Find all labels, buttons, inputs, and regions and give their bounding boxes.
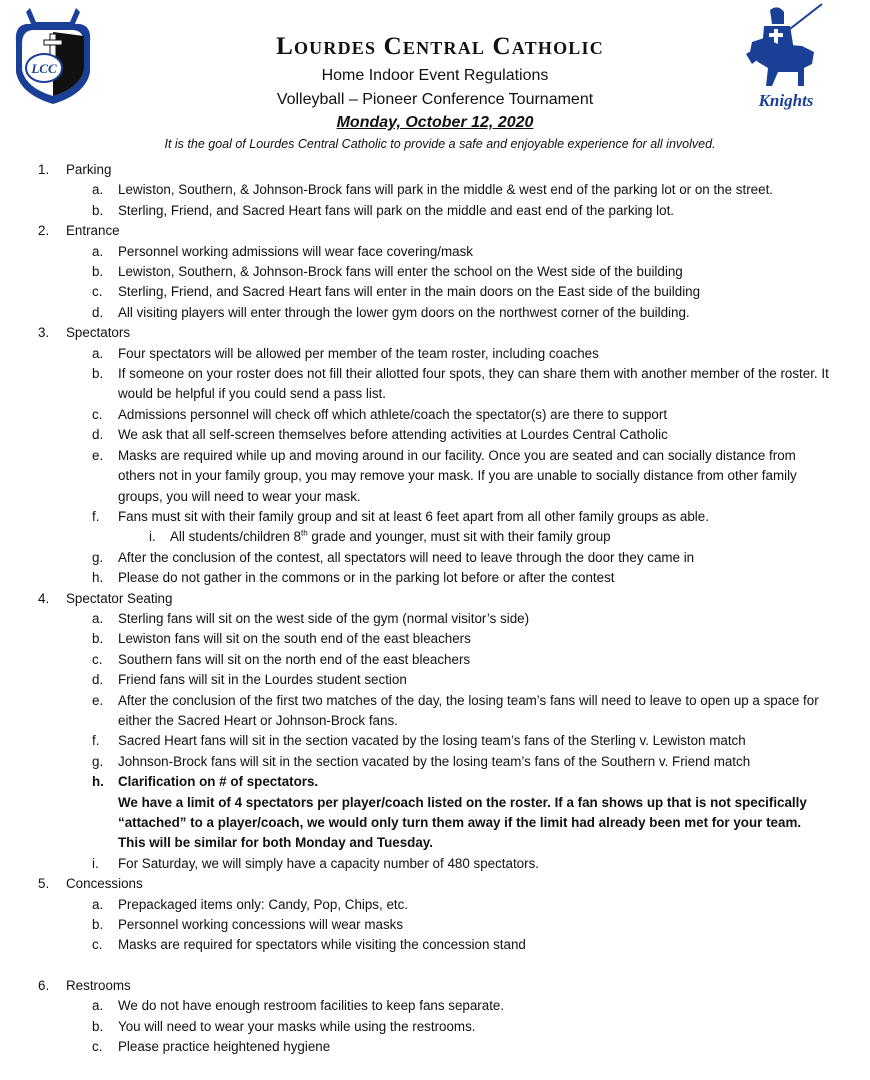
- list-item: [0, 1037, 870, 1057]
- item-letter: d.: [92, 427, 104, 443]
- list-item: [0, 731, 870, 751]
- list-item: [0, 1017, 870, 1037]
- item-letter: e.: [92, 447, 104, 463]
- item-text: After the conclusion of the first two matches of the day, the losing team’s fans will need to leave to open up a space for either the Sacred Heart or Johnson-Brock fans.: [118, 692, 819, 728]
- list-item: [0, 180, 870, 200]
- item-text: Sterling fans will sit on the west side of the gym (normal visitor’s side): [118, 610, 530, 626]
- list-item: [0, 425, 870, 445]
- item-letter: g.: [92, 753, 104, 769]
- item-text: Please do not gather in the commons or in the parking lot before or after the contest: [118, 570, 615, 586]
- item-letter: b.: [92, 264, 104, 280]
- section-title: Entrance: [66, 223, 120, 239]
- list-item: [0, 670, 870, 690]
- section-concessions: [0, 874, 870, 894]
- school-name: Lourdes Central Catholic: [276, 33, 604, 60]
- item-letter: a.: [92, 610, 104, 626]
- regulations-list: [0, 160, 870, 1057]
- list-item: [0, 935, 870, 955]
- section-title: Concessions: [66, 876, 143, 892]
- lcc-logo-text: LCC: [31, 61, 57, 76]
- item-letter: d.: [92, 672, 104, 688]
- item-text: Lewiston, Southern, & Johnson-Brock fans will enter the school on the West side of the building: [118, 264, 683, 280]
- item-letter: c.: [92, 1039, 103, 1055]
- item-text: Southern fans will sit on the north end of the east bleachers: [118, 651, 471, 667]
- item-letter: c.: [92, 406, 103, 422]
- item-letter: d.: [92, 304, 104, 320]
- item-letter: a.: [92, 896, 104, 912]
- item-letter: a.: [92, 182, 104, 198]
- section-restrooms: [0, 976, 870, 996]
- item-letter: a.: [92, 998, 104, 1014]
- list-item: [0, 548, 870, 568]
- section-title: Spectator Seating: [66, 590, 173, 606]
- item-text: Masks are required for spectators while visiting the concession stand: [118, 937, 526, 953]
- list-item: [0, 282, 870, 302]
- section-number: 4.: [38, 590, 50, 606]
- item-letter: c.: [92, 937, 103, 953]
- list-item: [0, 568, 870, 588]
- clarification-heading: [0, 772, 870, 792]
- item-letter: h.: [92, 570, 104, 586]
- sub-item-number: i.: [149, 529, 156, 545]
- list-item: [0, 242, 870, 262]
- list-item: [0, 364, 870, 405]
- item-letter: e.: [92, 692, 104, 708]
- item-letter: b.: [92, 202, 104, 218]
- section-title: Parking: [66, 162, 112, 177]
- item-letter: h.: [92, 774, 104, 790]
- ordinal-suffix: th: [301, 528, 308, 538]
- list-item: [0, 996, 870, 1016]
- item-text: Admissions personnel will check off which athlete/coach the spectator(s) are there to support: [118, 406, 668, 422]
- item-letter: b.: [92, 1018, 104, 1034]
- item-text: Lewiston fans will sit on the south end of the east bleachers: [118, 631, 471, 647]
- section-entrance: [0, 221, 870, 241]
- item-text: Four spectators will be allowed per member of the team roster, including coaches: [118, 345, 599, 361]
- item-text: If someone on your roster does not fill their allotted four spots, they can share them with another member of the roster. It would be helpful if you could send a pass list.: [118, 366, 829, 402]
- list-item: [0, 446, 870, 507]
- section-spectator-seating: [0, 589, 870, 609]
- list-item: [0, 262, 870, 282]
- section-spectators: [0, 323, 870, 343]
- list-item: [0, 752, 870, 772]
- sub-item-text-cont: grade and younger, must sit with their family group: [307, 529, 611, 545]
- item-letter: f.: [92, 733, 100, 749]
- item-letter: f.: [92, 508, 100, 524]
- list-item: [0, 691, 870, 732]
- item-letter: a.: [92, 345, 104, 361]
- tournament-line: Volleyball – Pioneer Conference Tournament: [276, 91, 594, 108]
- item-text: Personnel working admissions will wear face covering/mask: [118, 243, 473, 259]
- item-text: Sterling, Friend, and Sacred Heart fans will park on the middle and east end of the parking lot.: [118, 202, 675, 218]
- document-header: [0, 30, 870, 154]
- sub-list-item: [0, 527, 870, 547]
- section-number: 5.: [38, 876, 50, 892]
- clarification-text: We have a limit of 4 spectators per player/coach listed on the roster. If a fan shows up that is not specifically “attached” to a player/coach, we would only turn them away if the limit had already been met for your team. This will be similar for both Monday and Tuesday.: [118, 794, 807, 851]
- item-text: All visiting players will enter through the lower gym doors on the northwest corner of the building.: [118, 304, 690, 320]
- knights-logo-text: Knights: [758, 91, 814, 110]
- section-number: 2.: [38, 223, 50, 239]
- item-text: After the conclusion of the contest, all spectators will need to leave through the door they came in: [118, 549, 695, 565]
- item-text: Personnel working concessions will wear masks: [118, 917, 404, 933]
- item-letter: a.: [92, 243, 104, 259]
- item-letter: c.: [92, 284, 103, 300]
- list-item: [0, 629, 870, 649]
- item-text: Prepackaged items only: Candy, Pop, Chips, etc.: [118, 896, 409, 912]
- item-text: Fans must sit with their family group and sit at least 6 feet apart from all other family groups as able.: [118, 508, 709, 524]
- spacer: [0, 956, 870, 976]
- list-item: [0, 895, 870, 915]
- item-text: Sacred Heart fans will sit in the section vacated by the losing team’s fans of the Sterling v. Lewiston match: [118, 733, 746, 749]
- item-text: For Saturday, we will simply have a capacity number of 480 spectators.: [118, 855, 540, 871]
- event-date: Monday, October 12, 2020: [336, 114, 534, 131]
- item-letter: g.: [92, 549, 104, 565]
- section-number: 3.: [38, 325, 50, 341]
- item-letter: c.: [92, 651, 103, 667]
- section-number: 1.: [38, 162, 50, 177]
- list-item: [0, 507, 870, 527]
- item-letter: b.: [92, 366, 104, 382]
- list-item: [0, 854, 870, 874]
- list-item: [0, 915, 870, 935]
- list-item: [0, 303, 870, 323]
- item-letter: b.: [92, 917, 104, 933]
- event-line: Home Indoor Event Regulations: [321, 67, 549, 84]
- item-text: Sterling, Friend, and Sacred Heart fans will enter in the main doors on the East side of the building: [118, 284, 701, 300]
- list-item: [0, 405, 870, 425]
- list-item: [0, 609, 870, 629]
- item-text: Lewiston, Southern, & Johnson-Brock fans will park in the middle & west end of the parking lot or on the street.: [118, 182, 774, 198]
- item-text: Clarification on # of spectators.: [118, 774, 319, 790]
- item-letter: b.: [92, 631, 104, 647]
- list-item: [0, 344, 870, 364]
- item-letter: i.: [92, 855, 99, 871]
- item-text: We ask that all self-screen themselves before attending activities at Lourdes Central Catholic: [118, 427, 668, 443]
- sub-item-text: All students/children 8: [170, 529, 302, 545]
- item-text: Please practice heightened hygiene: [118, 1039, 331, 1055]
- section-number: 6.: [38, 977, 50, 993]
- item-text: We do not have enough restroom facilities to keep fans separate.: [118, 998, 505, 1014]
- list-item: [0, 201, 870, 221]
- list-item: [0, 650, 870, 670]
- item-text: You will need to wear your masks while using the restrooms.: [118, 1018, 476, 1034]
- item-text: Friend fans will sit in the Lourdes student section: [118, 672, 407, 688]
- section-parking: [0, 160, 870, 180]
- item-text: Johnson-Brock fans will sit in the section vacated by the losing team’s fans of the Southern v. Friend match: [118, 753, 751, 769]
- item-text: Masks are required while up and moving around in our facility. Once you are seated and can socially distance from others not in your family group, you may remove your mask. If you are unable to socially distance from other family groups, you will need to wear your mask.: [118, 447, 797, 504]
- section-title: Spectators: [66, 325, 131, 341]
- section-title: Restrooms: [66, 977, 131, 993]
- intro-statement: It is the goal of Lourdes Central Catholic to provide a safe and enjoyable experience for all involved.: [164, 137, 716, 151]
